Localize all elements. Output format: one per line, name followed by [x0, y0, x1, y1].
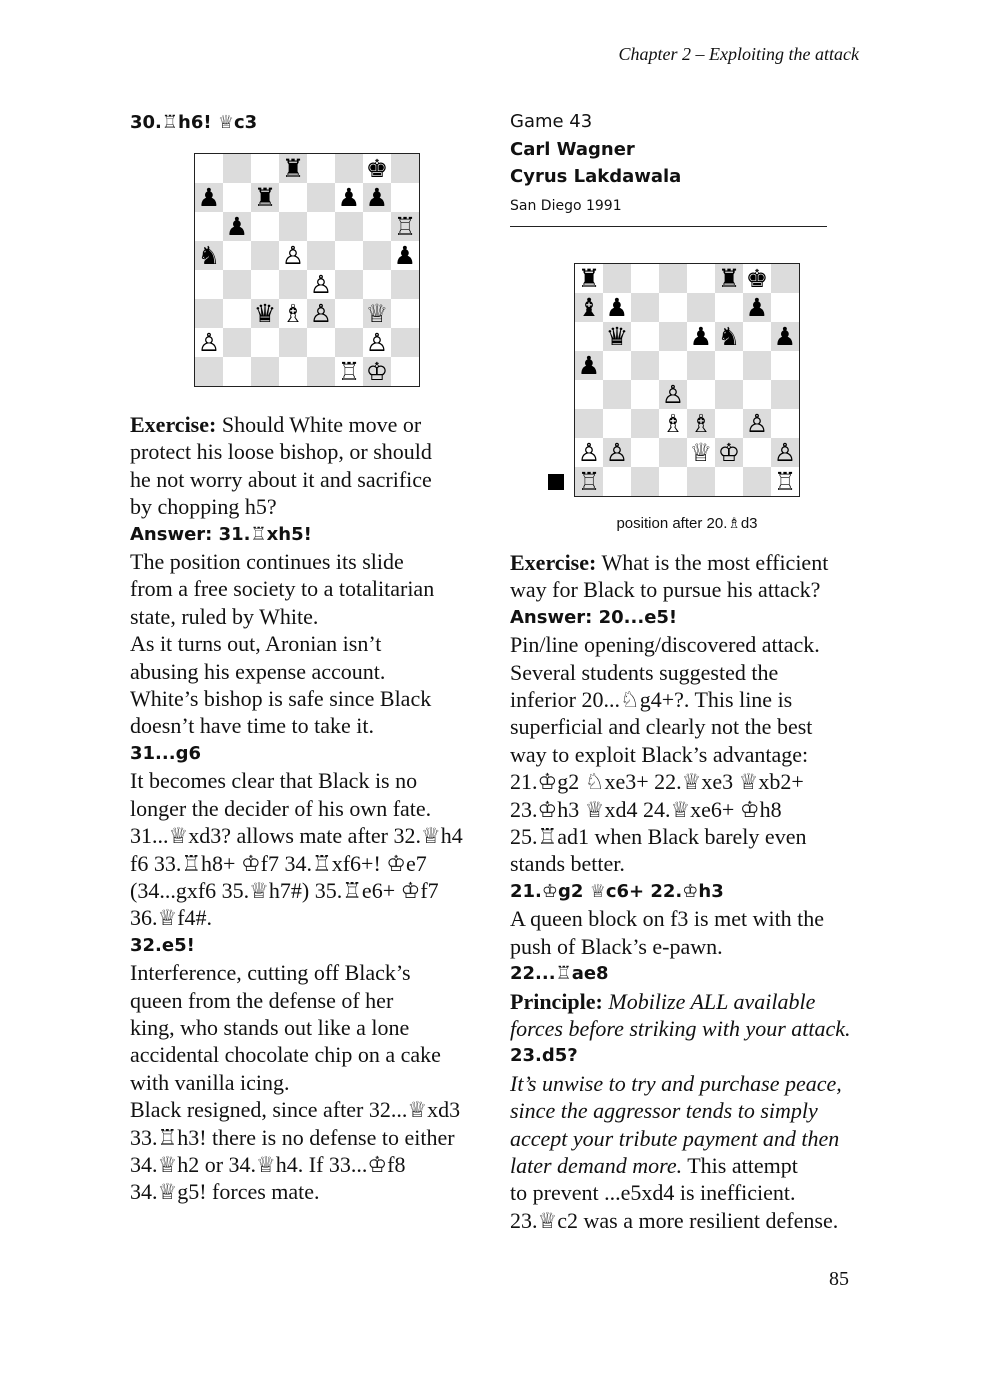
board-square-c8	[631, 264, 659, 293]
chess-piece-e3: ♙	[309, 299, 333, 328]
board-square-h4	[391, 270, 419, 299]
chess-piece-a5: ♞	[197, 241, 221, 270]
text-line: As it turns out, Aronian isn’t	[130, 631, 382, 657]
text-line: accidental chocolate chip on a cake	[130, 1042, 441, 1068]
text-line: Several students suggested the	[510, 659, 779, 685]
text-line: f6 33.♖h8+ ♔f7 34.♖xf6+! ♔e7	[130, 850, 427, 876]
board-square-f5	[335, 241, 363, 270]
chess-piece-g8: ♚	[365, 154, 389, 183]
chess-piece-g3: ♕	[365, 299, 389, 328]
board-square-b3	[603, 409, 631, 438]
chess-diagram-right	[574, 263, 800, 497]
chess-piece-b2: ♙	[605, 438, 629, 467]
header-rule	[510, 226, 827, 227]
text-line: 23.♔h3 ♕xd4 24.♕xe6+ ♔h8	[510, 796, 782, 822]
board-square-h7	[771, 293, 799, 322]
chess-piece-b7: ♟	[605, 293, 629, 322]
chess-piece-d8: ♜	[281, 154, 305, 183]
board-square-a4	[575, 380, 603, 409]
chess-piece-e3: ♗	[689, 409, 713, 438]
chess-piece-a7: ♝	[577, 293, 601, 322]
black-player: Cyrus Lakdawala	[510, 166, 682, 187]
text-line: 34.♕g5! forces mate.	[130, 1179, 320, 1205]
board-square-e7	[307, 183, 335, 212]
chess-piece-e6: ♟	[689, 322, 713, 351]
text-line: 34.♕h2 or 34.♕h4. If 33...♔f8	[130, 1151, 406, 1177]
exercise-label: Exercise:	[130, 412, 217, 437]
board-square-b1	[223, 357, 251, 386]
text-line: A queen block on f3 is met with the	[510, 906, 825, 932]
text-line: Pin/line opening/discovered attack.	[510, 632, 820, 658]
text-line: White’s bishop is safe since Black	[130, 686, 432, 712]
chess-piece-h6: ♟	[773, 322, 797, 351]
board-square-a8	[195, 154, 223, 183]
text-line: 21.♔g2 ♘xe3+ 22.♕xe3 ♕xb2+	[510, 769, 804, 795]
chess-piece-h6: ♖	[393, 212, 417, 241]
italic-line: It’s unwise to try and purchase peace,	[510, 1070, 842, 1096]
chess-piece-d3: ♗	[281, 299, 305, 328]
chess-piece-a1: ♖	[577, 467, 601, 496]
board-square-b4	[603, 380, 631, 409]
board-square-h7	[391, 183, 419, 212]
board-square-c2	[631, 438, 659, 467]
board-square-a6	[195, 212, 223, 241]
text-line: superficial and clearly not the best	[510, 714, 813, 740]
board-square-f1	[715, 467, 743, 496]
chess-piece-g8: ♚	[745, 264, 769, 293]
board-square-b5	[603, 351, 631, 380]
chess-piece-c3: ♛	[253, 299, 277, 328]
board-square-c5	[251, 241, 279, 270]
mixed-line: later demand more. This attempt	[510, 1152, 798, 1178]
chess-piece-f1: ♖	[337, 357, 361, 386]
board-square-c1	[251, 357, 279, 386]
text-line: The position continues its slide	[130, 549, 404, 575]
chess-piece-b6: ♛	[605, 322, 629, 351]
page-number: 85	[829, 1268, 849, 1290]
board-square-f6	[335, 212, 363, 241]
text-line: It becomes clear that Black is no	[130, 768, 418, 794]
text-line: 23.♕c2 was a more resilient defense.	[510, 1207, 839, 1233]
board-square-c5	[631, 351, 659, 380]
board-square-d7	[659, 293, 687, 322]
board-square-g5	[363, 241, 391, 270]
chess-piece-c7: ♜	[253, 183, 277, 212]
board-square-f8	[335, 154, 363, 183]
chess-diagram-left	[194, 153, 420, 387]
board-square-a3	[195, 299, 223, 328]
board-square-c4	[631, 380, 659, 409]
board-square-h8	[771, 264, 799, 293]
exercise-label: Exercise:	[510, 550, 597, 575]
board-square-b1	[603, 467, 631, 496]
board-square-f4	[715, 380, 743, 409]
board-square-h3	[391, 299, 419, 328]
board-square-d5	[659, 351, 687, 380]
exercise-line: protect his loose bishop, or should	[130, 439, 432, 465]
board-square-c6	[251, 212, 279, 241]
chess-piece-h2: ♙	[773, 438, 797, 467]
principle-line: forces before striking with your attack.	[510, 1015, 851, 1041]
chess-piece-f7: ♟	[337, 183, 361, 212]
board-square-f5	[715, 351, 743, 380]
chess-piece-e4: ♙	[309, 270, 333, 299]
board-square-g2	[743, 438, 771, 467]
board-square-e5	[687, 351, 715, 380]
board-square-d2	[659, 438, 687, 467]
board-square-b8	[223, 154, 251, 183]
chess-piece-a5: ♟	[577, 351, 601, 380]
board-square-d1	[659, 467, 687, 496]
chess-piece-d3: ♗	[661, 409, 685, 438]
board-square-c2	[251, 328, 279, 357]
text-line: Interference, cutting off Black’s	[130, 960, 411, 986]
board-square-f3	[715, 409, 743, 438]
answer-move: Answer: 31.♖xh5!	[130, 523, 312, 545]
board-square-b7	[223, 183, 251, 212]
italic-line: since the aggressor tends to simply	[510, 1098, 818, 1124]
chess-piece-a8: ♜	[577, 264, 601, 293]
exercise-line: Exercise: Should White move or	[130, 412, 422, 437]
chess-piece-g2: ♙	[365, 328, 389, 357]
board-square-d4	[279, 270, 307, 299]
chess-piece-d4: ♙	[661, 380, 685, 409]
board-square-f4	[335, 270, 363, 299]
text-line: king, who stands out like a lone	[130, 1014, 410, 1040]
text-line: stands better.	[510, 851, 625, 877]
text-line: (34...gxf6 35.♕h7#) 35.♖e6+ ♔f7	[130, 877, 439, 903]
chess-piece-h1: ♖	[773, 467, 797, 496]
board-square-e2	[307, 328, 335, 357]
board-square-g5	[743, 351, 771, 380]
board-square-e8	[687, 264, 715, 293]
board-square-h5	[771, 351, 799, 380]
board-square-d1	[279, 357, 307, 386]
chess-piece-g7: ♟	[365, 183, 389, 212]
board-square-e1	[687, 467, 715, 496]
board-square-d8	[659, 264, 687, 293]
move-line: 21.♔g2 ♕c6+ 22.♔h3	[510, 880, 724, 902]
principle-line: Principle: Mobilize ALL available	[510, 988, 816, 1014]
board-square-c4	[251, 270, 279, 299]
board-square-c7	[631, 293, 659, 322]
board-square-h1	[391, 357, 419, 386]
board-square-e8	[307, 154, 335, 183]
running-header: Chapter 2 – Exploiting the attack	[618, 44, 859, 64]
text-line: to prevent ...e5xd4 is inefficient.	[510, 1180, 796, 1206]
event: San Diego 1991	[510, 198, 622, 214]
text-line: abusing his expense account.	[130, 658, 386, 684]
move-line: 22...♖ae8	[510, 963, 609, 985]
heading-move: 30.♖h6! ♕c3	[130, 112, 258, 133]
chess-piece-a7: ♟	[197, 183, 221, 212]
exercise-line: he not worry about it and sacrifice	[130, 466, 432, 492]
board-square-b2	[223, 328, 251, 357]
chess-piece-f2: ♔	[717, 438, 741, 467]
text-line: queen from the defense of her	[130, 987, 394, 1013]
diagram-caption: position after 20.♗d3	[616, 515, 758, 532]
board-square-g1	[743, 467, 771, 496]
exercise-line: way for Black to pursue his attack?	[510, 577, 821, 603]
text-line: 31...♕xd3? allows mate after 32.♕h4	[130, 823, 463, 849]
board-square-e6	[307, 212, 335, 241]
board-square-g4	[363, 270, 391, 299]
board-square-h8	[391, 154, 419, 183]
board-square-e5	[307, 241, 335, 270]
text-line: with vanilla icing.	[130, 1069, 290, 1095]
board-square-b4	[223, 270, 251, 299]
chess-piece-g1: ♔	[365, 357, 389, 386]
chess-piece-h5: ♟	[393, 241, 417, 270]
chess-piece-f8: ♜	[717, 264, 741, 293]
board-square-b8	[603, 264, 631, 293]
board-square-b3	[223, 299, 251, 328]
black-to-move-marker	[548, 474, 564, 490]
board-square-e4	[687, 380, 715, 409]
board-square-f3	[335, 299, 363, 328]
board-square-c8	[251, 154, 279, 183]
chess-piece-f6: ♞	[717, 322, 741, 351]
text-line: 25.♖ad1 when Black barely even	[510, 824, 807, 850]
board-square-h2	[391, 328, 419, 357]
board-square-a6	[575, 322, 603, 351]
chess-piece-d5: ♙	[281, 241, 305, 270]
move-line: 32.e5!	[130, 934, 195, 956]
text-line: doesn’t have time to take it.	[130, 713, 374, 739]
text-line: from a free society to a totalitarian	[130, 576, 435, 602]
board-square-g6	[743, 322, 771, 351]
chess-piece-g3: ♙	[745, 409, 769, 438]
board-square-g6	[363, 212, 391, 241]
board-square-d7	[279, 183, 307, 212]
board-square-g4	[743, 380, 771, 409]
text-line: Black resigned, since after 32...♕xd3	[130, 1097, 461, 1123]
board-square-f7	[715, 293, 743, 322]
board-square-a1	[195, 357, 223, 386]
text-line: way to exploit Black’s advantage:	[510, 741, 809, 767]
text-line: longer the decider of his own fate.	[130, 795, 432, 821]
text-line: inferior 20...♘g4+?. This line is	[510, 687, 793, 713]
board-square-b5	[223, 241, 251, 270]
board-square-f2	[335, 328, 363, 357]
board-square-h4	[771, 380, 799, 409]
chess-piece-a2: ♙	[577, 438, 601, 467]
text-line: push of Black’s e-pawn.	[510, 933, 723, 959]
game-number: Game 43	[510, 111, 593, 132]
board-square-e1	[307, 357, 335, 386]
board-square-d6	[279, 212, 307, 241]
answer-move: Answer: 20...e5!	[510, 606, 678, 628]
board-square-h3	[771, 409, 799, 438]
chess-piece-g7: ♟	[745, 293, 769, 322]
exercise-line: by chopping h5?	[130, 494, 277, 520]
italic-line: accept your tribute payment and then	[510, 1125, 840, 1151]
board-square-c1	[631, 467, 659, 496]
chess-piece-a2: ♙	[197, 328, 221, 357]
chess-piece-b6: ♟	[225, 212, 249, 241]
board-square-c3	[631, 409, 659, 438]
board-square-a4	[195, 270, 223, 299]
text-line: 36.♕f4#.	[130, 905, 213, 931]
move-line: 23.d5?	[510, 1045, 578, 1067]
chess-piece-e2: ♕	[689, 438, 713, 467]
board-square-e7	[687, 293, 715, 322]
principle-label: Principle:	[510, 988, 603, 1014]
move-line: 31...g6	[130, 742, 201, 764]
text-line: 33.♖h3! there is no defense to either	[130, 1124, 455, 1150]
board-square-c6	[631, 322, 659, 351]
board-square-d2	[279, 328, 307, 357]
board-square-a3	[575, 409, 603, 438]
board-square-d6	[659, 322, 687, 351]
text-line: state, ruled by White.	[130, 603, 319, 629]
white-player: Carl Wagner	[510, 139, 635, 160]
exercise-line: Exercise: What is the most efficient	[510, 550, 829, 575]
